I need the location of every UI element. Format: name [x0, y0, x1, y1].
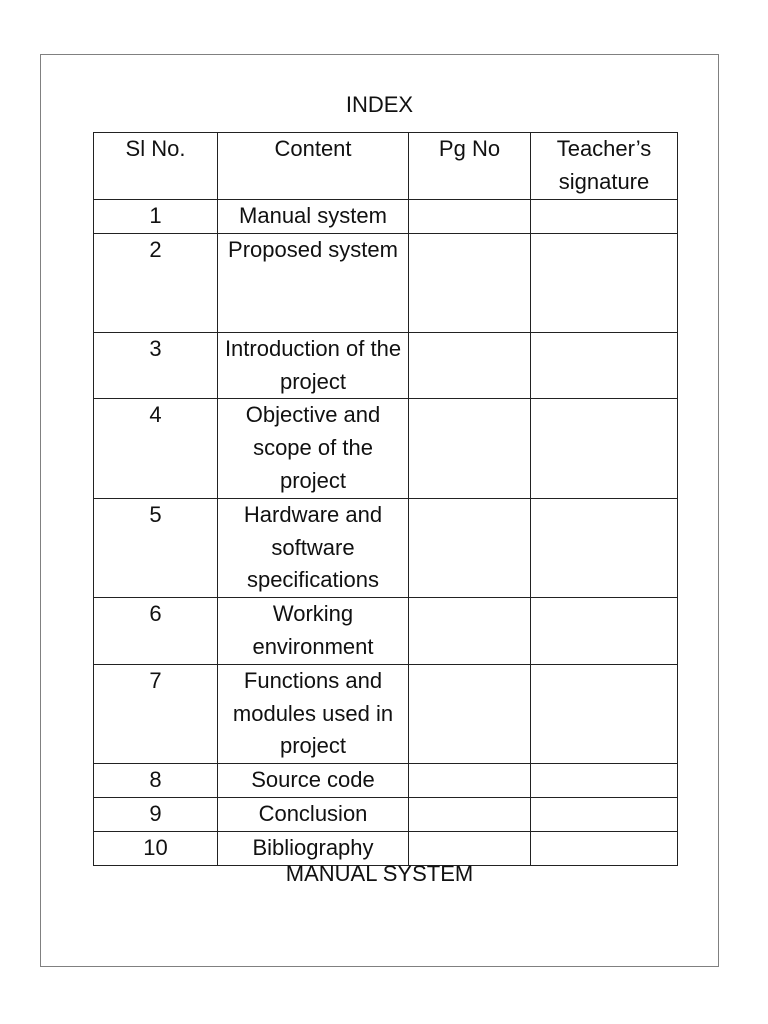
cell-pg-no — [409, 233, 531, 332]
table-row — [94, 598, 678, 665]
cell-signature — [531, 764, 678, 798]
cell-signature — [531, 399, 678, 498]
cell-signature — [531, 332, 678, 399]
cell-content: Introduction of the project — [218, 332, 409, 399]
table-row — [94, 664, 678, 763]
header-sl-no: Sl No. — [94, 133, 218, 200]
table-row — [94, 764, 678, 798]
cell-sl-no: 9 — [94, 797, 218, 831]
cell-content: Hardware and software specifications — [218, 498, 409, 597]
cell-sl-no: 4 — [94, 399, 218, 498]
header-teacher-signature: Teacher’s signature — [531, 133, 678, 200]
cell-pg-no — [409, 664, 531, 763]
cell-pg-no — [409, 797, 531, 831]
table-row — [94, 399, 678, 498]
section-heading: MANUAL SYSTEM — [285, 861, 474, 886]
cell-content: Source code — [218, 764, 409, 798]
header-pg-no: Pg No — [409, 133, 531, 200]
cell-signature — [531, 664, 678, 763]
cell-content: Manual system — [218, 200, 409, 234]
table-row — [94, 233, 678, 332]
cell-pg-no — [409, 200, 531, 234]
cell-pg-no — [409, 332, 531, 399]
cell-signature — [531, 498, 678, 597]
cell-pg-no — [409, 764, 531, 798]
cell-sl-no: 1 — [94, 200, 218, 234]
cell-content: Functions and modules used in project — [218, 664, 409, 763]
cell-sl-no: 3 — [94, 332, 218, 399]
table-row — [94, 332, 678, 399]
cell-sl-no: 2 — [94, 233, 218, 332]
cell-pg-no — [409, 498, 531, 597]
cell-sl-no: 7 — [94, 664, 218, 763]
cell-signature — [531, 797, 678, 831]
table-row — [94, 797, 678, 831]
cell-content: Proposed system — [218, 233, 409, 332]
document-page — [40, 54, 719, 967]
cell-sl-no: 5 — [94, 498, 218, 597]
cell-signature — [531, 233, 678, 332]
table-row — [94, 200, 678, 234]
cell-sl-no: 8 — [94, 764, 218, 798]
cell-content: Working environment — [218, 598, 409, 665]
table-header-row — [94, 133, 678, 200]
cell-pg-no — [409, 598, 531, 665]
cell-sl-no: 6 — [94, 598, 218, 665]
cell-sl-no: 10 — [94, 831, 218, 865]
cell-content: Conclusion — [218, 797, 409, 831]
cell-content: Objective and scope of the project — [218, 399, 409, 498]
cell-content: Bibliography — [218, 831, 409, 865]
header-content: Content — [218, 133, 409, 200]
table-row — [94, 498, 678, 597]
index-table — [93, 132, 678, 866]
cell-signature — [531, 200, 678, 234]
cell-pg-no — [409, 399, 531, 498]
page-title: INDEX — [345, 92, 414, 117]
cell-signature — [531, 598, 678, 665]
